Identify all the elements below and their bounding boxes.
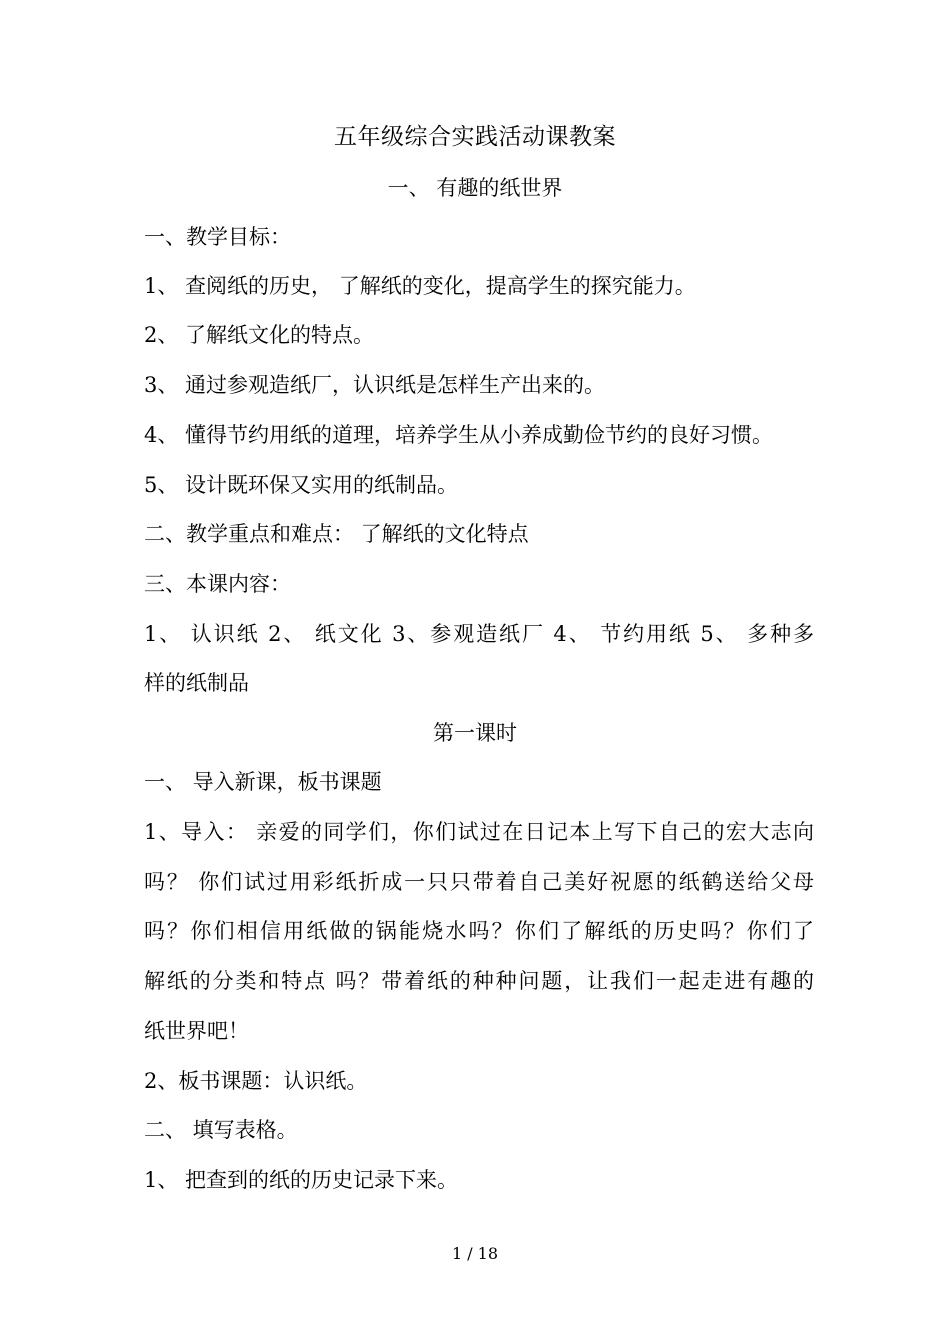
lesson-heading: 第一课时 (433, 721, 517, 745)
board-title-line: 2、板书课题：认识纸。 (144, 1069, 368, 1093)
objective-item-2: 2、 了解纸文化的特点。 (144, 323, 375, 347)
content-list-line-continued: 样的纸制品 (144, 671, 249, 695)
section-heading-key-points: 二、教学重点和难点： 了解纸的文化特点 (144, 522, 529, 546)
content-list-line: 1、 认识纸 2、 纸文化 3、参观造纸厂 4、 节约用纸 5、 多种多 (144, 622, 814, 646)
document-subtitle: 一、 有趣的纸世界 (387, 176, 563, 200)
paragraph-line: 纸世界吧！ (144, 1019, 249, 1043)
section-heading-fill-table: 二、 填写表格。 (144, 1118, 298, 1142)
objective-item-1: 1、 查阅纸的历史， 了解纸的变化，提高学生的探究能力。 (144, 274, 696, 298)
paragraph-line: 吗？ 你们试过用彩纸折成一只只带着自己美好祝愿的纸鹤送给父母 (144, 870, 814, 894)
document-title: 五年级综合实践活动课教案 (334, 124, 616, 150)
page-number: 1 / 18 (451, 1244, 499, 1263)
objective-item-4: 4、 懂得节约用纸的道理，培养学生从小养成勤俭节约的良好习惯。 (144, 423, 774, 447)
objective-item-3: 3、 通过参观造纸厂，认识纸是怎样生产出来的。 (144, 373, 606, 397)
section-heading-objectives: 一、教学目标： (144, 225, 291, 249)
objective-item-5: 5、 设计既环保又实用的纸制品。 (144, 473, 459, 497)
paragraph-line: 解纸的分类和特点 吗？带着纸的种种问题，让我们一起走进有趣的 (144, 969, 814, 993)
section-heading-introduction: 一、 导入新课，板书课题 (144, 770, 382, 794)
paragraph-line: 吗？你们相信用纸做的锅能烧水吗？你们了解纸的历史吗？你们了 (144, 919, 814, 943)
section-heading-content: 三、本课内容： (144, 572, 291, 596)
paragraph-line: 1、导入： 亲爱的同学们，你们试过在日记本上写下自己的宏大志向 (144, 820, 814, 844)
fill-table-item-1: 1、 把查到的纸的历史记录下来。 (144, 1168, 459, 1192)
